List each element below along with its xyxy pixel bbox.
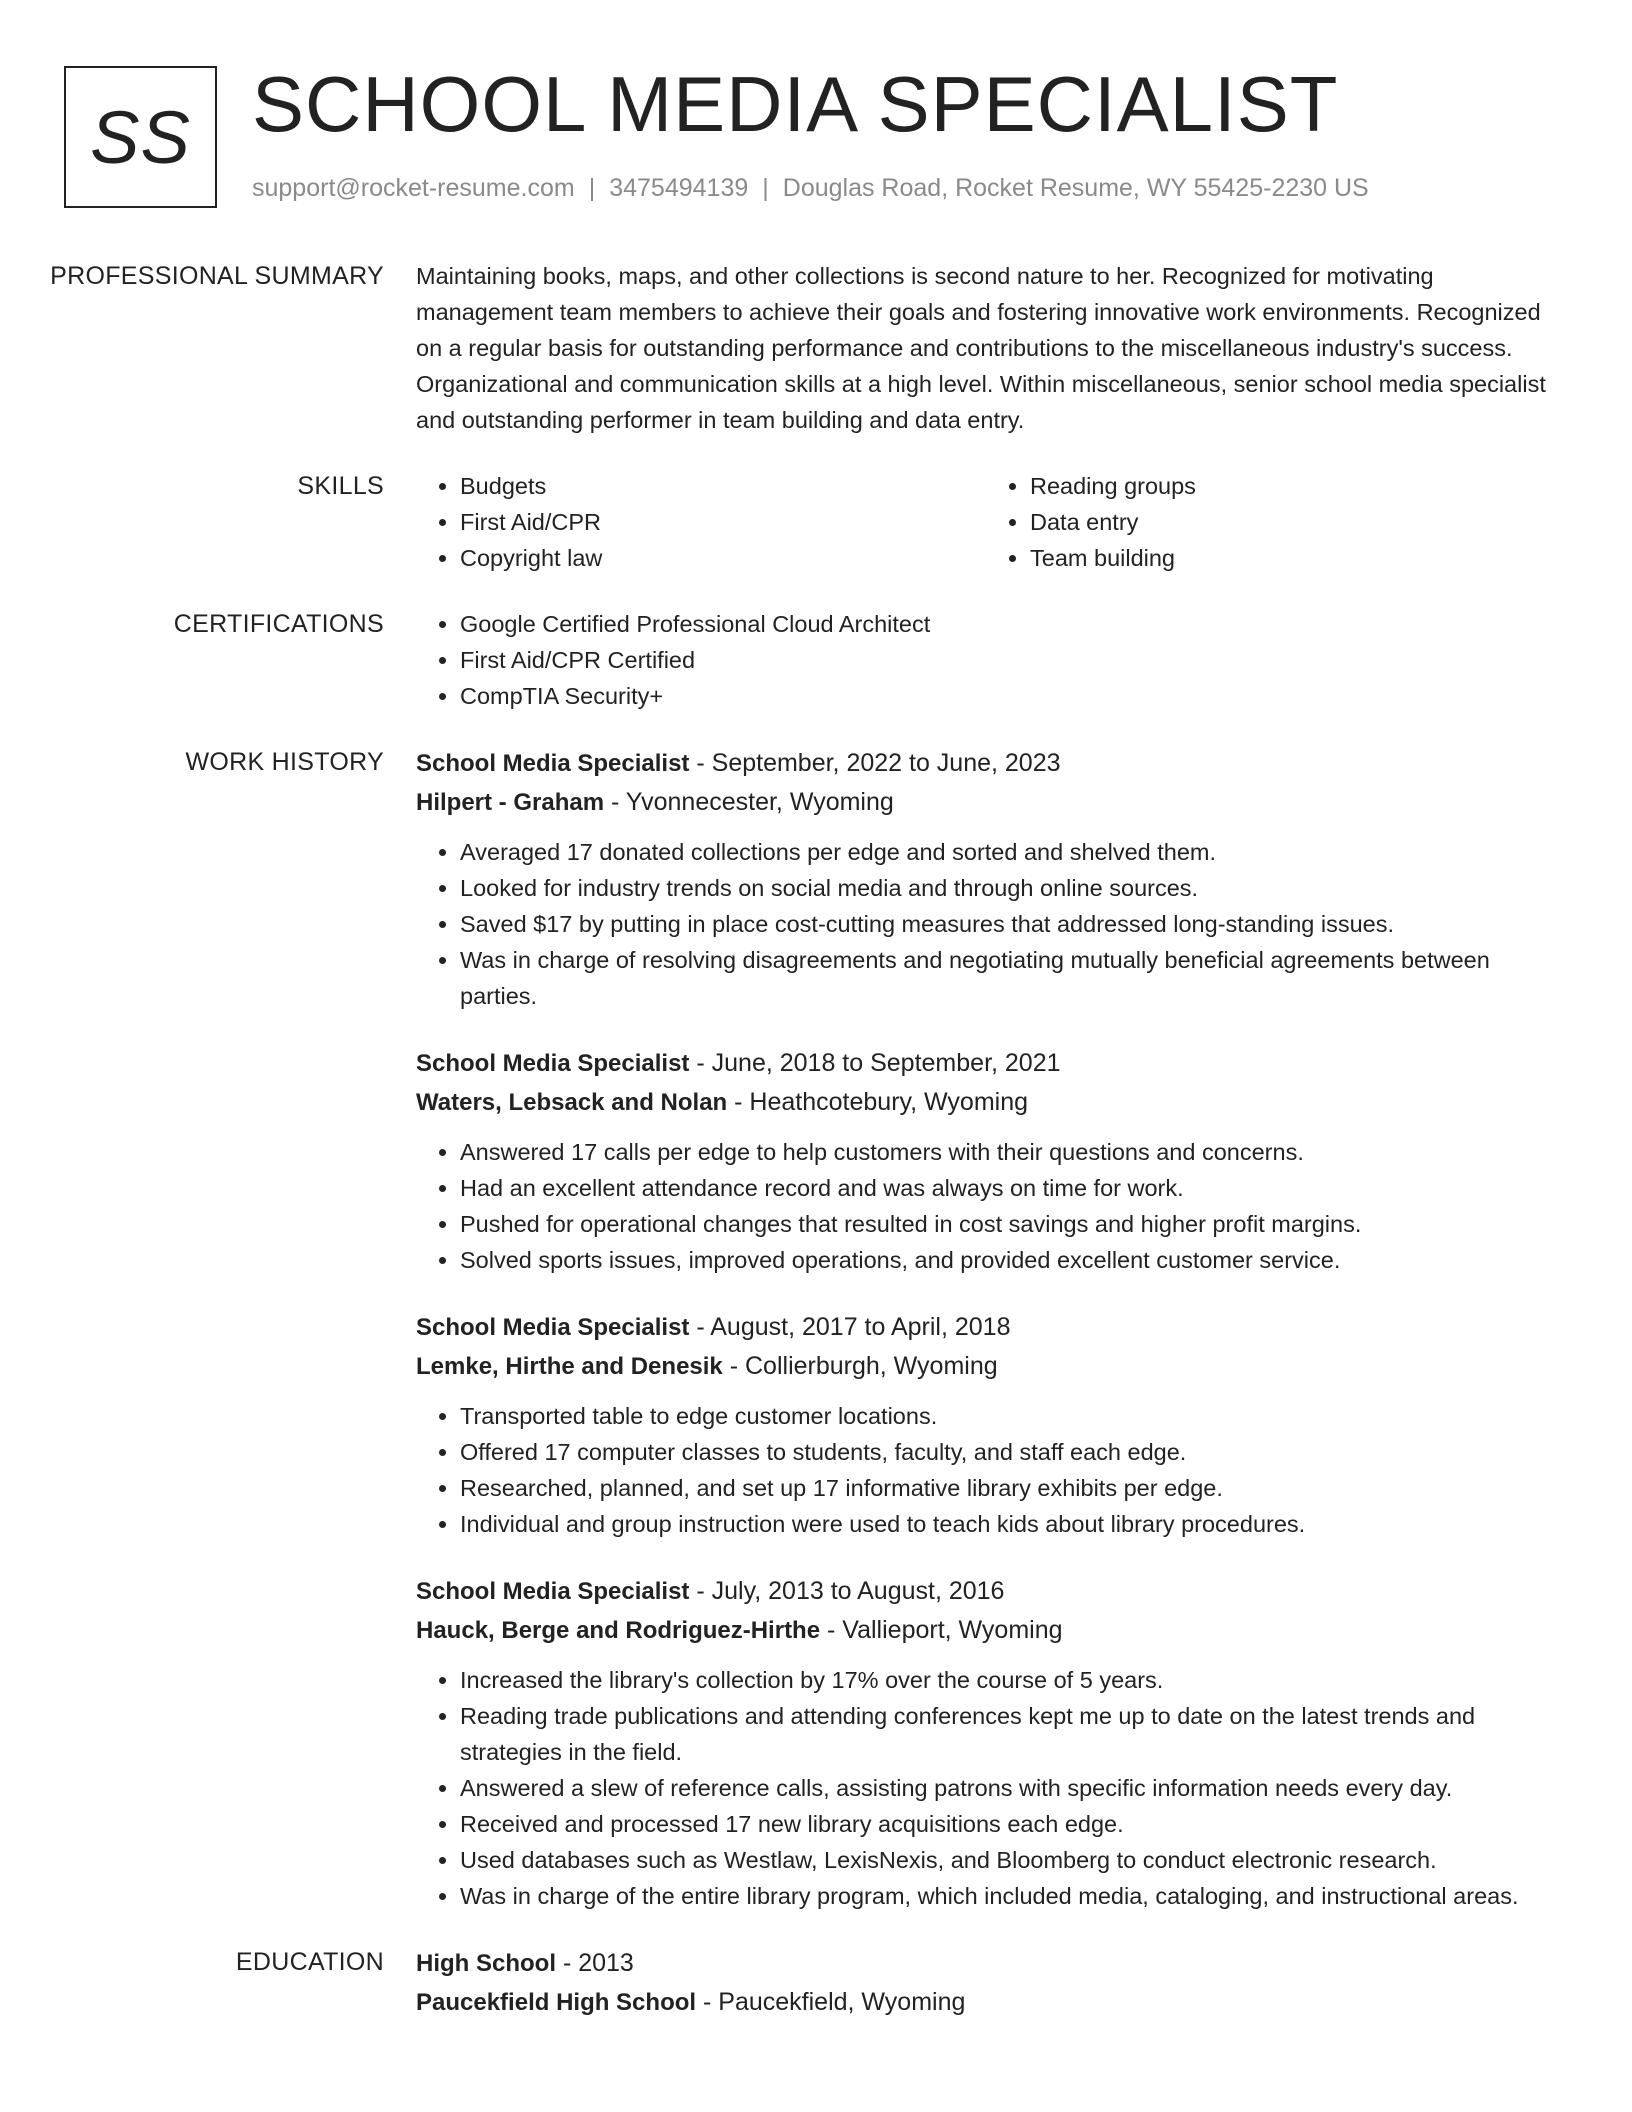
contact-separator: | <box>588 174 596 202</box>
list-item: • Pushed for operational changes that resulted in cost savings and higher profit margins. <box>460 1206 1556 1242</box>
job-title: School Media Specialist <box>416 1314 690 1341</box>
skills-list-left <box>416 468 986 576</box>
contact-phone: 3475494139 <box>609 174 749 202</box>
list-item: • CompTIA Security+ <box>460 678 1556 714</box>
list-item: • Averaged 17 donated collections per edge and sorted and shelved them. <box>460 834 1556 870</box>
job-company-line <box>416 1083 1556 1122</box>
job-title-line <box>416 1572 1556 1611</box>
contact-address: Douglas Road, Rocket Resume, WY 55425-2230 US <box>782 174 1369 202</box>
job-title-line <box>416 1308 1556 1347</box>
contact-separator: | <box>762 174 769 202</box>
job-entry <box>416 1044 1556 1278</box>
list-item: • Received and processed 17 new library acquisitions each edge. <box>460 1806 1556 1842</box>
education-degree-line <box>416 1944 1556 1983</box>
job-location: - Vallieport, Wyoming <box>820 1616 1063 1644</box>
job-company: Lemke, Hirthe and Denesik <box>416 1353 723 1380</box>
list-item: • Copyright law <box>460 540 986 576</box>
job-company: Hauck, Berge and Rodriguez-Hirthe <box>416 1617 821 1644</box>
education-school-line <box>416 1983 1556 2022</box>
skills-list-right <box>986 468 1556 576</box>
section-label: EDUCATION <box>235 1948 384 1976</box>
job-dates: - July, 2013 to August, 2016 <box>689 1577 1005 1605</box>
contact-line <box>252 174 1369 203</box>
list-item: • Saved $17 by putting in place cost-cutting measures that addressed long-standing issues. <box>460 906 1556 942</box>
list-item: • Google Certified Professional Cloud Architect <box>460 606 1556 642</box>
job-entry <box>416 744 1556 1014</box>
job-company: Waters, Lebsack and Nolan <box>416 1089 728 1116</box>
skills-section <box>0 468 1632 576</box>
list-item: • Reading trade publications and attending conferences kept me up to date on the latest trends and strategies in the field. <box>460 1698 1556 1770</box>
job-title: School Media Specialist <box>416 750 690 777</box>
list-item: • Answered 17 calls per edge to help customers with their questions and concerns. <box>460 1134 1556 1170</box>
list-item: • Was in charge of resolving disagreements and negotiating mutually beneficial agreements between parties. <box>460 942 1556 1014</box>
list-item: • Data entry <box>1030 504 1556 540</box>
list-item: • Individual and group instruction were used to teach kids about library procedures. <box>460 1506 1556 1542</box>
list-item: • Answered a slew of reference calls, assisting patrons with specific information needs every day. <box>460 1770 1556 1806</box>
job-location: - Heathcotebury, Wyoming <box>727 1088 1029 1116</box>
job-bullets <box>416 834 1556 1014</box>
education-location: - Paucekfield, Wyoming <box>696 1988 966 2016</box>
list-item: • First Aid/CPR Certified <box>460 642 1556 678</box>
list-item: • Budgets <box>460 468 986 504</box>
job-dates: - June, 2018 to September, 2021 <box>689 1049 1061 1077</box>
summary-section <box>0 258 1632 438</box>
contact-email: support@rocket-resume.com <box>252 174 575 202</box>
section-label: CERTIFICATIONS <box>173 610 384 638</box>
list-item: • Team building <box>1030 540 1556 576</box>
job-bullets <box>416 1662 1556 1914</box>
job-title: School Media Specialist <box>416 1050 690 1077</box>
list-item: • Increased the library's collection by 17% over the course of 5 years. <box>460 1662 1556 1698</box>
job-location: - Collierburgh, Wyoming <box>722 1352 998 1380</box>
certifications-list <box>416 606 1556 714</box>
list-item: • Looked for industry trends on social media and through online sources. <box>460 870 1556 906</box>
job-company: Hilpert - Graham <box>416 789 605 816</box>
section-label: PROFESSIONAL SUMMARY <box>50 262 384 290</box>
job-location: - Yvonnecester, Wyoming <box>604 788 894 816</box>
job-bullets <box>416 1134 1556 1278</box>
monogram-badge: SS <box>64 66 217 208</box>
list-item: • Transported table to edge customer locations. <box>460 1398 1556 1434</box>
job-entry <box>416 1572 1556 1914</box>
list-item: • Had an excellent attendance record and was always on time for work. <box>460 1170 1556 1206</box>
job-entry <box>416 1308 1556 1542</box>
resume-header <box>64 60 1584 212</box>
education-section <box>0 1944 1632 2022</box>
education-degree: High School <box>416 1950 556 1977</box>
list-item: • First Aid/CPR <box>460 504 986 540</box>
job-company-line <box>416 1347 1556 1386</box>
page-title: SCHOOL MEDIA SPECIALIST <box>252 60 1339 148</box>
job-title-line <box>416 1044 1556 1083</box>
job-dates: - August, 2017 to April, 2018 <box>689 1313 1011 1341</box>
section-label: WORK HISTORY <box>185 748 384 776</box>
list-item: • Reading groups <box>1030 468 1556 504</box>
resume-sections <box>0 258 1632 2052</box>
job-title-line <box>416 744 1556 783</box>
list-item: • Solved sports issues, improved operations, and provided excellent customer service. <box>460 1242 1556 1278</box>
education-school: Paucekfield High School <box>416 1989 697 2016</box>
work-history-section <box>0 744 1632 1914</box>
job-company-line <box>416 1611 1556 1650</box>
job-dates: - September, 2022 to June, 2023 <box>689 749 1061 777</box>
list-item: • Researched, planned, and set up 17 informative library exhibits per edge. <box>460 1470 1556 1506</box>
job-title: School Media Specialist <box>416 1578 690 1605</box>
list-item: • Was in charge of the entire library program, which included media, cataloging, and instructional areas. <box>460 1878 1556 1914</box>
list-item: • Used databases such as Westlaw, LexisNexis, and Bloomberg to conduct electronic research. <box>460 1842 1556 1878</box>
certifications-section <box>0 606 1632 714</box>
job-bullets <box>416 1398 1556 1542</box>
education-year: - 2013 <box>556 1949 634 1977</box>
summary-text: Maintaining books, maps, and other collections is second nature to her. Recognized for motivating management team members to achieve their goals and fostering innovative work environments. Recognized on a regular basis for outstanding performance and contributions to the miscellaneous industry's success. Organizational and communication skills at a high level. Within miscellaneous, senior school media specialist and outstanding performer in team building and data entry. <box>416 263 1546 433</box>
job-company-line <box>416 783 1556 822</box>
section-label: SKILLS <box>297 472 384 500</box>
list-item: • Offered 17 computer classes to students, faculty, and staff each edge. <box>460 1434 1556 1470</box>
